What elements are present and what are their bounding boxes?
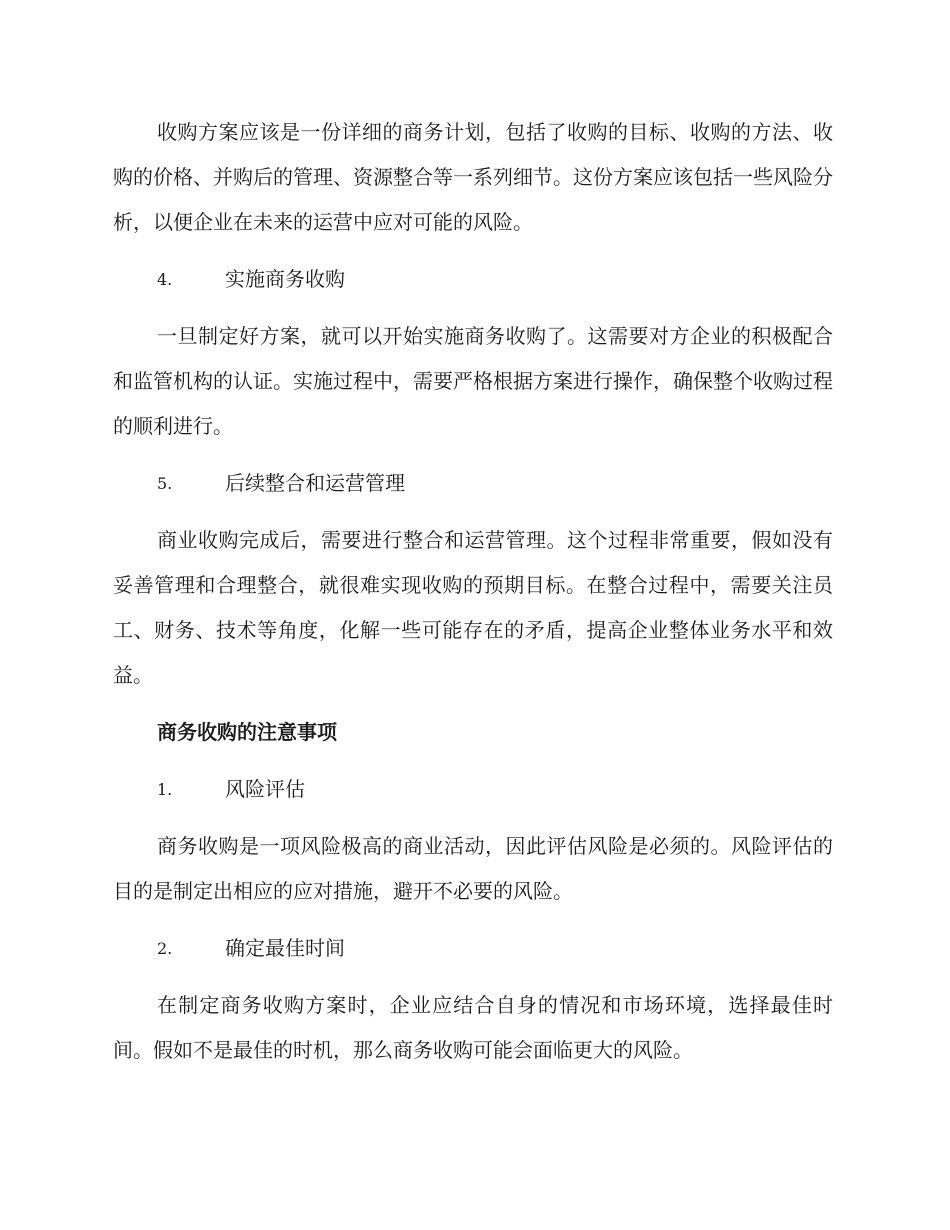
list-item-title: 确定最佳时间 <box>225 936 345 960</box>
list-item-risk-assessment <box>113 767 833 812</box>
document-page <box>113 110 833 1085</box>
paragraph-acquisition-plan: 收购方案应该是一份详细的商务计划，包括了收购的目标、收购的方法、收购的价格、并购后的管理、资源整合等一系列细节。这份方案应该包括一些风险分析，以便企业在未来的运营中应对可能的风险。 <box>113 120 833 234</box>
list-number: 4. <box>157 270 173 289</box>
list-number: 1. <box>157 780 173 799</box>
paragraph-implementation: 一旦制定好方案，就可以开始实施商务收购了。这需要对方企业的积极配合和监管机构的认证。实施过程中，需要严格根据方案进行操作，确保整个收购过程的顺利进行。 <box>113 324 833 438</box>
list-number: 2. <box>157 939 173 958</box>
section-heading: 商务收购的注意事项 <box>157 720 337 744</box>
list-item-integration <box>113 461 833 506</box>
list-item-title: 后续整合和运营管理 <box>225 471 405 495</box>
list-item-implement-acquisition <box>113 257 833 302</box>
paragraph-risk-assessment: 商务收购是一项风险极高的商业活动，因此评估风险是必须的。风险评估的目的是制定出相应的应对措施，避开不必要的风险。 <box>113 834 833 903</box>
paragraph-best-timing: 在制定商务收购方案时，企业应结合自身的情况和市场环境，选择最佳时间。假如不是最佳的时机，那么商务收购可能会面临更大的风险。 <box>113 993 833 1062</box>
list-item-title: 实施商务收购 <box>225 267 345 291</box>
list-number: 5. <box>157 474 173 493</box>
list-item-title: 风险评估 <box>225 777 305 801</box>
paragraph-integration: 商业收购完成后，需要进行整合和运营管理。这个过程非常重要，假如没有妥善管理和合理整合，就很难实现收购的预期目标。在整合过程中，需要关注员工、财务、技术等角度，化解一些可能存在的矛盾，提高企业整体业务水平和效益。 <box>113 528 833 687</box>
list-item-best-timing <box>113 926 833 971</box>
